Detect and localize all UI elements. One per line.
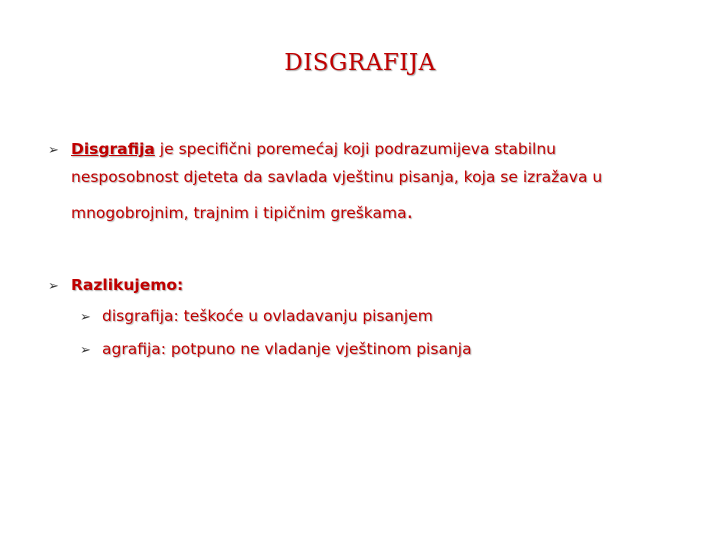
arrowhead-bullet-icon: ➢ [48, 143, 59, 158]
point1-line3-end: . [406, 199, 413, 223]
point2-subitem-2: agrafija: potpuno ne vladanje vještinom pisanja [102, 340, 472, 358]
point1-line1-rest: je specifični poremećaj koji podrazumijeva stabilnu [154, 140, 557, 158]
arrowhead-bullet-icon: ➢ [48, 279, 59, 294]
point1-line3-text: mnogobrojnim, trajnim i tipičnim greškama [71, 204, 407, 222]
point2-heading: Razlikujemo: [71, 276, 184, 294]
arrowhead-bullet-icon: ➢ [80, 343, 91, 358]
slide-title: DISGRAFIJA [284, 50, 436, 76]
point1-line3 [71, 199, 413, 223]
point1-term: Disgrafija [71, 140, 155, 158]
point1-line2: nesposobnost djeteta da savlada vještinu pisanja, koja se izražava u [71, 168, 603, 186]
arrowhead-bullet-icon: ➢ [80, 310, 91, 325]
point2-subitem-1: disgrafija: teškoće u ovladavanju pisanjem [102, 307, 433, 325]
point1-line1 [71, 140, 556, 158]
